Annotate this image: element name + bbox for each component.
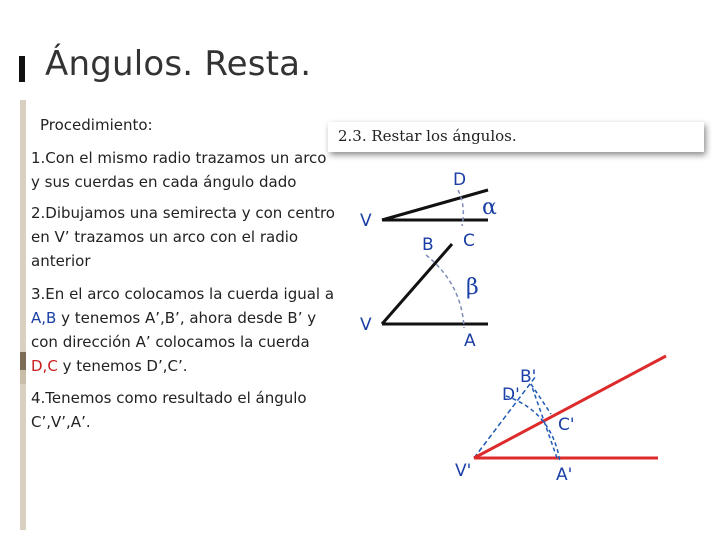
slide-title: Ángulos. Resta.: [45, 44, 312, 84]
result-point-d-label: D': [502, 385, 520, 405]
step-3-text-a: 3.En el arco colocamos la cuerda igual a: [31, 285, 335, 303]
angle-beta: [360, 235, 488, 351]
beta-ray-upper: [382, 244, 452, 324]
result-ray-upper: [474, 356, 666, 458]
beta-vertex-label: V: [360, 315, 372, 335]
beta-point-a-label: A: [464, 331, 476, 351]
step-3-text-c: y tenemos D’,C’.: [57, 357, 188, 375]
step-2: 2.Dibujamos una semirecta y con centro en V’ trazamos un arco con el radio anterior: [31, 204, 335, 270]
step-3-chord-ab: A,B: [31, 309, 57, 327]
alpha-point-c-label: C: [463, 231, 475, 251]
alpha-ray-upper: [382, 190, 488, 220]
result-point-b-label: B': [520, 367, 537, 387]
result-vertex-label: V': [455, 461, 472, 481]
result-point-a-label: A': [556, 465, 573, 485]
procedure-heading: Procedimiento:: [40, 116, 153, 134]
alpha-point-d-label: D: [453, 170, 467, 190]
chord-d-c: [531, 384, 551, 414]
beta-point-b-label: B: [422, 235, 434, 255]
alpha-vertex-label: V: [360, 211, 372, 231]
alpha-symbol: α: [482, 195, 497, 220]
step-3-chord-dc: D,C: [31, 357, 58, 375]
result-construction: [455, 356, 666, 485]
result-point-c-label: C': [558, 415, 575, 435]
step-3-text-b: y tenemos A’,B’, ahora desde B’ y con dirección A’ colocamos la cuerda: [31, 309, 317, 351]
step-4: 4.Tenemos como resultado el ángulo C’,V’,A’.: [31, 389, 307, 431]
beta-symbol: β: [466, 275, 479, 300]
section-title: 2.3. Restar los ángulos.: [338, 127, 517, 145]
step-1: 1.Con el mismo radio trazamos un arco y sus cuerdas en cada ángulo dado: [31, 149, 327, 191]
